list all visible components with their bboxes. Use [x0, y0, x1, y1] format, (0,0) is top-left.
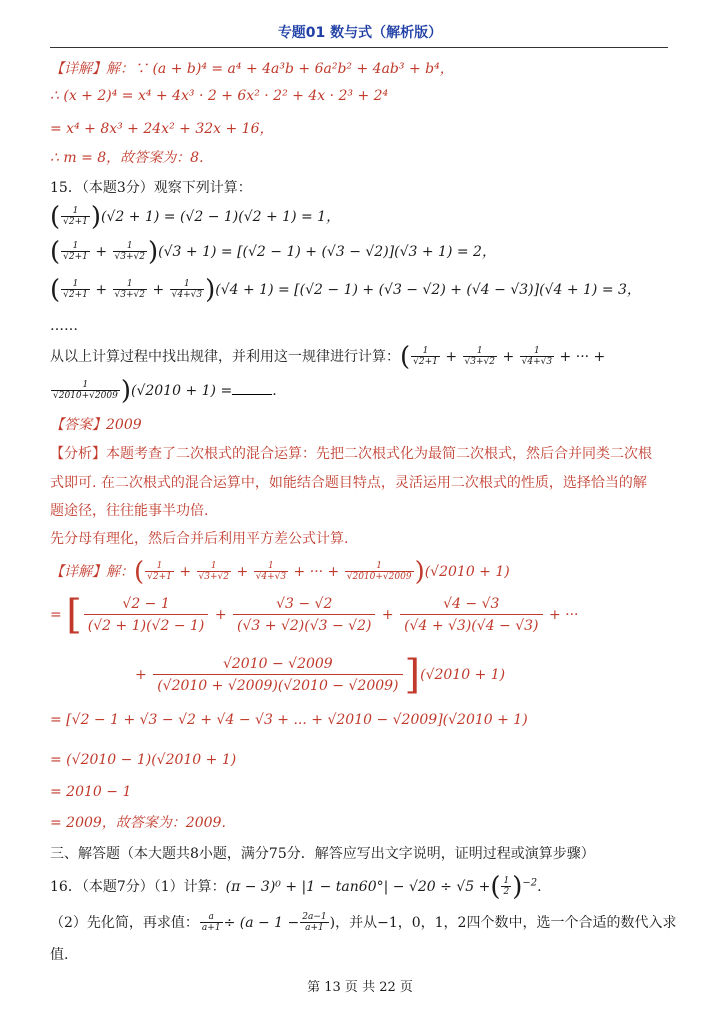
q15-analysis-3: 题途径，往往能事半功倍. [50, 503, 209, 519]
page-title: 专题01 数与式（解析版） [277, 25, 443, 41]
q15-detail-line-2: = [ $\frac{√2 - 1}{(√2 + 1)(√2 - 1)}$ + $\frac{√3 - √2}{(√3 + √2)(√3 - √2)}$ + $\frac{√4 - √3}{(√4 + √3)(√4 - √3)}$ + ··· [50, 592, 579, 638]
section-3-title: 三、解答题（本大题共8小题，满分75分．解答应写出文字说明，证明过程或演算步骤） [50, 846, 595, 862]
q15-dots: …… [50, 318, 78, 334]
q15-eq2: ( $\frac{1}{√2+1}$ + $\frac{1}{√3+√2}$ )(√3 + 1) = [(√2 − 1) + (√3 − √2)](√3 + 1) = 2， [50, 237, 496, 267]
q15-task-cont: $\frac{1}{√2010+√2009}$ )(√2010 + 1) = . [53, 376, 277, 406]
prev-solution-line-3: = x⁴ + 8x³ + 24x² + 32x + 16， [50, 121, 274, 137]
q15-eq1: ( $\frac{1}{√2+1}$ )(√2 + 1) = (√2 − 1)(√2 + 1) = 1， [50, 202, 341, 232]
q15-title: 15．（本题3分）观察下列计算： [50, 180, 252, 196]
q15-task: 从以上计算过程中找出规律，并利用这一规律进行计算：( $\frac{1}{√2+1}$ + $\frac{1}{√3+√2}$ + $\frac{1}{√4+√3}$ + ··· + [50, 342, 606, 372]
q16-part-1: 16．（本题7分）（1）计算：(π − 3)⁰ + |1 − tan60°| − √20 ÷ √5 +( $\frac{1}{2}$ )$^{-2}$. [50, 872, 542, 902]
q16-part-2: （2）先化简，再求值： $\frac{a}{a+1}$ ÷ (a − 1 − $\frac{2a-1}{a+1}$ )，并从−1，0，1，2四个数中，选一个合适的数代入求 [50, 912, 677, 933]
prev-solution-line-2: ∴ (x + 2)⁴ = x⁴ + 4x³ · 2 + 6x² · 2² + 4x · 2³ + 2⁴ [50, 88, 389, 104]
answer-blank [232, 394, 272, 395]
q15-analysis-4: 先分母有理化，然后合并后利用平方差公式计算. [50, 531, 349, 547]
header-rule [50, 47, 668, 48]
q15-analysis-2: 式即可. 在二次根式的混合运算中，如能结合题目特点，灵活运用二次根式的性质，选择恰当的解 [50, 475, 647, 491]
q15-eq3: ( $\frac{1}{√2+1}$ + $\frac{1}{√3+√2}$ + $\frac{1}{√4+√3}$ )(√4 + 1) = [(√2 − 1) + (√3 − √2) + (√4 − √3)](√4 + 1) = 3， [50, 275, 641, 305]
page-footer: 第 13 页 共 22 页 [307, 980, 413, 995]
q15-analysis-1: 【分析】本题考查了二次根式的混合运算：先把二次根式化为最简二次根式，然后合并同类二次根 [50, 446, 652, 462]
q15-detail-line-3: + $\frac{√2010 - √2009}{(√2010 + √2009)(√2010 - √2009)}$ ](√2010 + 1) [135, 652, 506, 698]
q15-step-2: = [√2 − 1 + √3 − √2 + √4 − √3 + ... + √2010 − √2009](√2010 + 1) [50, 712, 528, 728]
prev-solution-line-1: 【详解】解：∵ (a + b)⁴ = a⁴ + 4a³b + 6a²b² + 4ab³ + b⁴， [50, 61, 454, 77]
q15-step-4: = 2010 − 1 [50, 784, 132, 800]
q15-detail-line-1: 【详解】解：( $\frac{1}{√2+1}$ + $\frac{1}{√3+√2}$ + $\frac{1}{√4+√3}$ + ··· + $\frac{1}{√2010+√2009}$ )(√2010 + 1) [50, 557, 510, 587]
q15-answer: 【答案】2009 [50, 417, 142, 433]
q15-step-3: = (√2010 − 1)(√2010 + 1) [50, 752, 237, 768]
fraction: $\frac{1}{√2+1}$ [63, 206, 88, 227]
q15-step-5: = 2009，故答案为：2009. [50, 815, 226, 831]
q16-part-2-end: 值. [50, 947, 69, 963]
prev-solution-line-4: ∴ m = 8，故答案为：8. [50, 150, 204, 166]
